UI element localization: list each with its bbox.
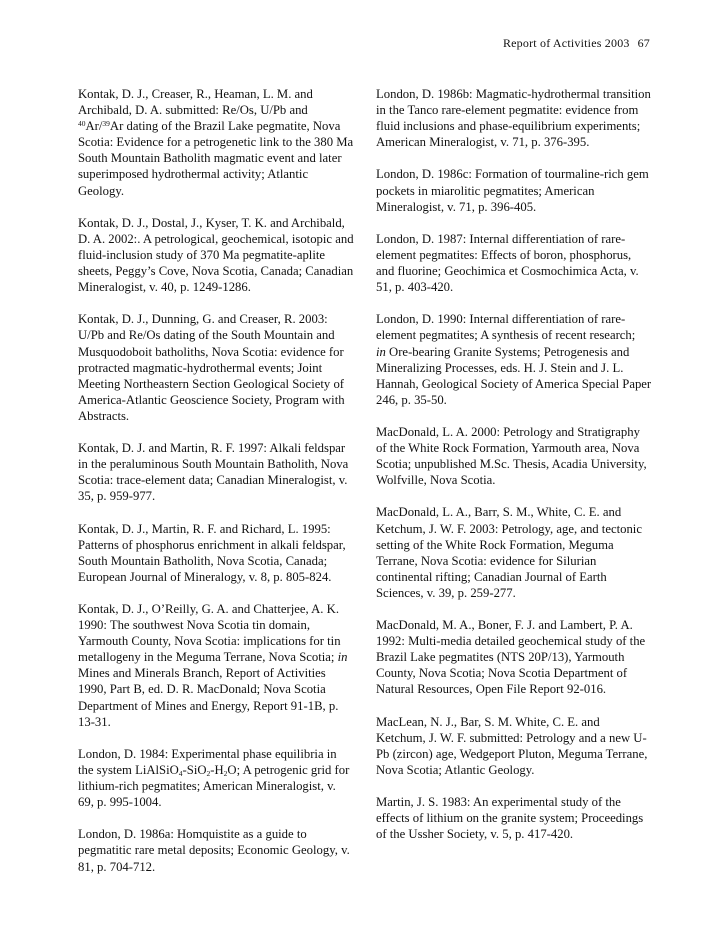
- reference-entry: London, D. 1986a: Homquistite as a guide to pegmatitic rare metal deposits; Economic Geology, v. 81, p. 704-712.: [78, 827, 350, 874]
- reference-entry: MacDonald, L. A. 2000: Petrology and Stratigraphy of the White Rock Formation, Yarmouth area, Nova Scotia; unpublished M.Sc. Thesis, Acadia University, Wolfville, Nova Scotia.: [376, 424, 647, 488]
- reference-entry: Kontak, D. J., Dostal, J., Kyser, T. K. and Archibald, D. A. 2002:. A petrological, geochemical, isotopic and fluid-inclusion study of 370 Ma pegmatite-aplite sheets, Peggy’s Cove, Nova Scotia, Canada; Canadian Mineralogist, v. 40, p. 1249-1286.: [78, 215, 354, 295]
- reference-entry: Kontak, D. J. and Martin, R. F. 1997: Alkali feldspar in the peraluminous South Mountain Batholith, Nova Scotia: trace-element data; Canadian Mineralogist, v. 35, p. 959-977.: [78, 441, 349, 504]
- page-number: 67: [637, 36, 650, 50]
- reference-entry: Kontak, D. J., Creaser, R., Heaman, L. M. and Archibald, D. A. submitted: Re/Os, U/Pb and $^{40}$Ar/$^{39}$Ar dating of the Brazil Lake pegmatite, Nova Scotia: Evidence for a petrogenetic link to the 380 Ma South Mountain Batholith magmatic event and later superimposed hydrothermal activity; Atlantic Geology.: [78, 87, 354, 198]
- reference-entry: Kontak, D. J., O’Reilly, G. A. and Chatterjee, A. K. 1990: The southwest Nova Scotia tin domain, Yarmouth County, Nova Scotia: implications for tin metallogeny in the Meguma Terrane, Nova Scotia; in Mines and Minerals Branch, Report of Activities 1990, Part B, ed. D. R. MacDonald; Nova Scotia Department of Mines and Energy, Report 91-1B, p. 13-31.: [78, 602, 348, 729]
- reference-entry: Kontak, D. J., Dunning, G. and Creaser, R. 2003: U/Pb and Re/Os dating of the South Mountain and Musquodoboit batholiths, Nova Scotia: evidence for protracted magmatic-hydrothermal events; Joint Meeting Northeastern Section Geological Society of America-Atlantic Geoscience Society, Program with Abstracts.: [78, 312, 345, 423]
- reference-entry: Kontak, D. J., Martin, R. F. and Richard, L. 1995: Patterns of phosphorus enrichment in alkali feldspar, South Mountain Batholith, Nova Scotia, Canada; European Journal of Mineralogy, v. 8, p. 805-824.: [78, 521, 346, 584]
- right-column: [376, 86, 652, 859]
- reference-entry: Martin, J. S. 1983: An experimental study of the effects of lithium on the granite system; Proceedings of the Ussher Society, v. 5, p. 417-420.: [376, 795, 644, 842]
- reference-entry: London, D. 1984: Experimental phase equilibria in the system $LiAlSiO_4-SiO_2-H_2O$; A petrogenic grid for lithium-rich pegmatites; American Mineralogist, v. 69, p. 995-1004.: [78, 746, 350, 810]
- reference-entry: London, D. 1990: Internal differentiation of rare-element pegmatites; A synthesis of recent research; in Ore-bearing Granite Systems; Petrogenesis and Mineralizing Processes, eds. H. J. Stein and J. L. Hannah, Geological Society of America Special Paper 246, p. 35-50.: [376, 312, 652, 407]
- page-header: [503, 36, 650, 51]
- reference-entry: MacLean, N. J., Bar, S. M. White, C. E. and Ketchum, J. W. F. submitted: Petrology and a new U-Pb (zircon) age, Wedgeport Pluton, Meguma Terrane, Nova Scotia; Atlantic Geology.: [376, 714, 648, 777]
- left-column: [78, 86, 354, 891]
- reference-entry: MacDonald, M. A., Boner, F. J. and Lambert, P. A. 1992: Multi-media detailed geochemical study of the Brazil Lake pegmatites (NTS 20P/13), Yarmouth County, Nova Scotia; Nova Scotia Department of Natural Resources, Open File Report 92-016.: [376, 618, 646, 697]
- reference-entry: London, D. 1986c: Formation of tourmaline-rich gem pockets in miarolitic pegmatites; American Mineralogist, v. 71, p. 396-405.: [376, 167, 649, 214]
- reference-entry: London, D. 1987: Internal differentiation of rare-element pegmatites: Effects of boron, phosphorus, and fluorine; Geochimica et Cosmochimica Acta, v. 51, p. 403-420.: [376, 231, 639, 295]
- reference-entry: MacDonald, L. A., Barr, S. M., White, C. E. and Ketchum, J. W. F. 2003: Petrology, age, and tectonic setting of the White Rock Formation, Meguma Terrane, Nova Scotia: evidence for Silurian continental rifting; Canadian Journal of Earth Sciences, v. 39, p. 259-277.: [376, 505, 642, 600]
- reference-entry: London, D. 1986b: Magmatic-hydrothermal transition in the Tanco rare-element pegmatite: evidence from fluid inclusions and phase-equilibrium experiments; American Mineralogist, v. 71, p. 376-395.: [376, 87, 651, 150]
- running-title: Report of Activities 2003: [502, 36, 630, 50]
